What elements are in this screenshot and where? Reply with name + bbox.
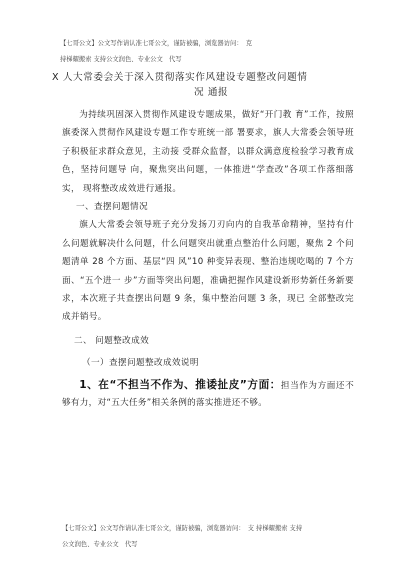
title-line-1: X 人大常委会关于深入贯彻落实作风建设专题整改问题情: [52, 72, 308, 83]
section-2-heading: 二、 问题整改成效: [74, 335, 150, 346]
document-title: [52, 70, 362, 100]
watermark-header-line-2: 持梯耀搬索 支持公文润色、专业公文 代写: [60, 56, 182, 63]
item-1-paragraph: [62, 377, 354, 413]
watermark-footer-line-1: 【七哥公文】公文写作请认准七哥公文，谨防被骗，浏览器访问： 支 持梯耀搬索 支持: [62, 525, 303, 532]
watermark-footer-line-2: 公文润色、专业公文 代写: [62, 541, 138, 548]
problem-paragraph: 旗人大常委会领导班子充分发扬刀刃向内的自我革命精神，坚持有什么问题就解决什么问题，什么问题突出就重点整治什么问题，聚焦 2 个问题清单 28 个方面、基层“四 风”10 种变异表现、整治违规吃喝的 7 个方面、“五个进一 步”方面等突出问题，准确把握作风建设新形势新任务新要 求，本次班子共查摆出问题 9 条，集中整治问题 3 条，现已 全部整改完成并销号。: [62, 220, 354, 323]
section-1-heading: 一、查摆问题情况: [76, 202, 148, 213]
watermark-header-line-1: 【七哥公文】公文写作请认准七哥公文，谨防被骗，浏览器访问： 克: [60, 40, 253, 47]
title-line-2: 况 通报: [194, 87, 229, 98]
item-1-text: 担当作为方面还不够有力，对“五大任务”相关条例的落实推进还不够。: [62, 380, 354, 409]
document-body: [62, 106, 354, 413]
subsection-1-heading: （一）查摆问题整改成效说明: [82, 357, 199, 368]
intro-paragraph: 为持续巩固深入贯彻作风建设专题成果，做好“开门教 育”工作，按照旗委深入贯彻作风建设专题工作专班统一部 署要求，旗人大常委会领导班子积极征求群众意见，主动接 受群众监督，以群众满意度检验学习教育成色，坚持问题导 向，聚焦突出问题，一体推进“学查改”各项工作落细落实， 现将整改成效进行通报。: [62, 110, 354, 194]
item-1-lead: 1、在“不担当不作为、推诿扯皮”方面：: [79, 378, 281, 391]
